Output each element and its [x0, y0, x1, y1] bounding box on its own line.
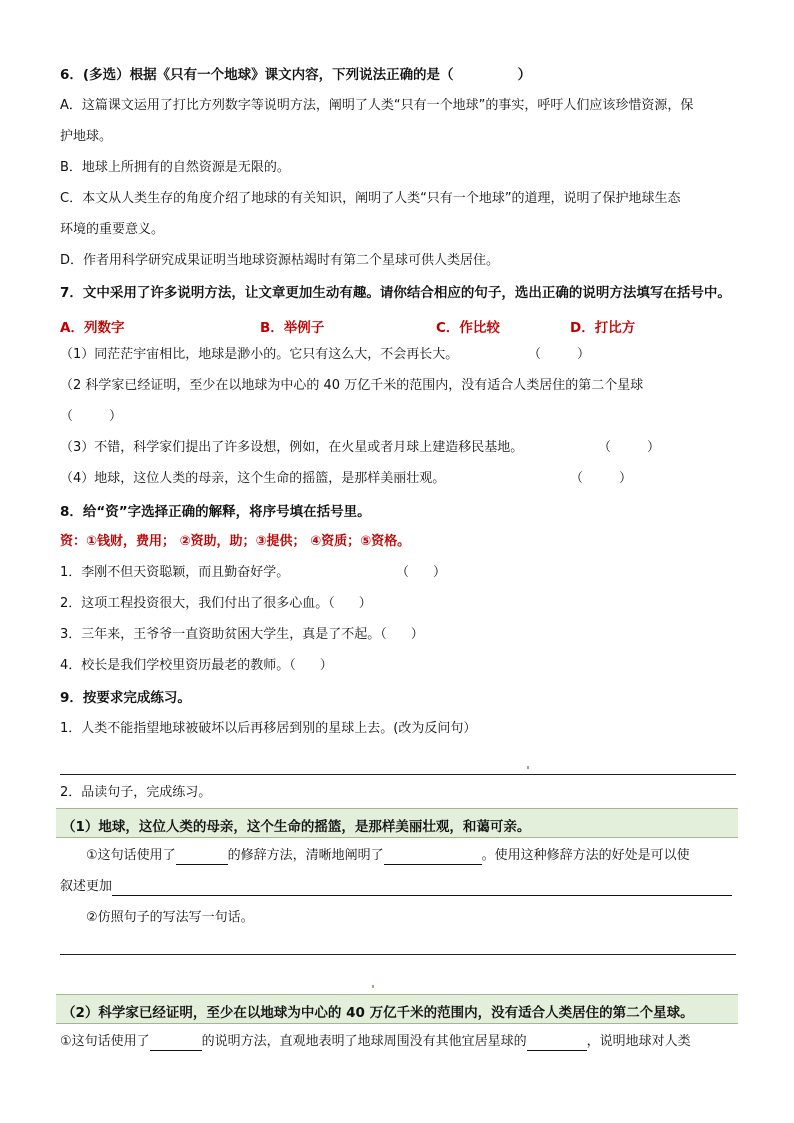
q6-option-d: D．作者用科学研究成果证明当地球资源枯竭时有第二个星球可供人类居住。 — [60, 253, 500, 268]
q9-box-2-text: （2）科学家已经证明，至少在以地球为中心的 40 万亿千米的范围内，没有适合人类居住的第二个星球。 — [62, 1005, 694, 1021]
q6-title-text: 6．(多选）根据《只有一个地球》课文内容，下列说法正确的是（ — [60, 67, 454, 83]
q6-option-c-line2: 环境的重要意义。 — [60, 222, 165, 237]
q8-sentence-3 — [60, 626, 424, 644]
q7-sentence-3: （3）不错，科学家们提出了许多设想，例如，在火星或者月球上建造移民基地。 — [60, 440, 524, 455]
q9-box-1-text: （1）地球，这位人类的母亲，这个生命的摇篮，是那样美丽壮观，和蔼可亲。 — [62, 819, 531, 835]
paren-close: ） — [319, 658, 333, 673]
scan-mark-2 — [372, 985, 374, 988]
q9-box-1 — [56, 808, 738, 838]
q9-box2-question-1 — [60, 1033, 691, 1051]
q7-option-d: D．打比方 — [570, 320, 636, 336]
paren-open: （ — [396, 565, 410, 580]
q1b-text: 的修辞方法，清晰地阐明了 — [227, 848, 384, 863]
q8-answer-4[interactable] — [289, 658, 333, 673]
q6-title-close: ） — [517, 67, 532, 83]
q2b-text: 的说明方法，直观地表明了地球周围没有其他宜居星球的 — [201, 1034, 527, 1049]
blank-meaning[interactable] — [384, 850, 482, 865]
q9-answer-line-1[interactable] — [60, 774, 736, 775]
q7-sentence-1-text: （1）同茫茫宇宙相比，地球是渺小的。它只有这么大，不会再长大。 — [60, 347, 459, 362]
q2a-text: ①这句话使用了 — [60, 1034, 150, 1049]
blank-fact[interactable] — [527, 1036, 587, 1051]
blank-benefit[interactable] — [112, 881, 732, 896]
q7-sentence-4: （4）地球，这位人类的母亲，这个生命的摇篮，是那样美丽壮观。 — [60, 471, 446, 486]
scan-mark — [527, 766, 529, 769]
q8-definitions: 资：①钱财，费用； ②资助，助；③提供； ④资质；⑤资格。 — [60, 534, 411, 549]
q1d-text: 叙述更加 — [60, 879, 113, 894]
q8-sentence-3-text: 3．三年来，王爷爷一直资助贫困大学生，真是了不起。 — [60, 627, 381, 642]
paren-open: （ — [598, 440, 612, 455]
q8-sentence-4 — [60, 657, 333, 675]
q6-option-a-line2: 护地球。 — [60, 129, 113, 144]
paren-close: ） — [619, 471, 633, 486]
q7-sentence-2: （2 科学家已经证明，至少在以地球为中心的 40 万亿千米的范围内，没有适合人类居住的第二个星球 — [60, 378, 644, 393]
q8-sentence-1: 1．李刚不但天资聪颖，而且勤奋好学。 — [60, 565, 290, 580]
q7-answer-3[interactable] — [598, 439, 660, 457]
paren-close: ） — [109, 409, 123, 424]
q8-title: 8．给“资”字选择正确的解释，将序号填在括号里。 — [60, 504, 371, 520]
blank-rhetoric[interactable] — [176, 850, 228, 865]
q7-answer-4[interactable] — [570, 470, 632, 488]
q9-box1-question-1 — [86, 847, 690, 865]
q7-sentence-1 — [60, 346, 458, 364]
q7-title: 7．文中采用了许多说明方法，让文章更加生动有趣。请你结合相应的句子，选出正确的说明方法填写在括号中。 — [60, 285, 731, 301]
q9-answer-line-2[interactable] — [60, 954, 736, 955]
q6-option-c-line1: C．本文从人类生存的角度介绍了地球的有关知识，阐明了人类“只有一个地球”的道理，说明了保护地球生态 — [60, 191, 681, 206]
q8-answer-3[interactable] — [380, 627, 424, 642]
paren-close: ） — [410, 627, 424, 642]
q8-sentence-4-text: 4．校长是我们学校里资历最老的教师。 — [60, 658, 290, 673]
q9-sentence-2: 2．品读句子，完成练习。 — [60, 785, 212, 800]
q7-option-a: A．列数字 — [60, 320, 125, 336]
paren-open: （ — [60, 409, 74, 424]
q7-option-b: B．举例子 — [260, 320, 325, 336]
q2c-text: ，说明地球对人类 — [586, 1034, 691, 1049]
paren-open: （ — [570, 471, 584, 486]
paren-open: （ — [528, 347, 542, 362]
paren-close: ） — [358, 596, 372, 611]
paren-close: ） — [577, 347, 591, 362]
paren-open: （ — [328, 596, 335, 611]
q6-option-b: B．地球上所拥有的自然资源是无限的。 — [60, 160, 290, 175]
q1c-text: 。使用这种修辞方法的好处是可以使 — [481, 848, 690, 863]
q9-box1-question-2: ②仿照句子的写法写一句话。 — [86, 910, 254, 925]
paren-open: （ — [289, 658, 296, 673]
paren-open: （ — [380, 627, 387, 642]
q6-title — [60, 66, 531, 84]
q8-sentence-2 — [60, 595, 372, 613]
q8-answer-2[interactable] — [328, 596, 372, 611]
q8-sentence-2-text: 2．这项工程投资很大，我们付出了很多心血。 — [60, 596, 329, 611]
q8-answer-1[interactable] — [396, 564, 446, 582]
q7-answer-1[interactable] — [528, 346, 590, 364]
q9-sentence-1: 1．人类不能指望地球被破坏以后再移居到别的星球上去。(改为反问句） — [60, 721, 477, 736]
q1a-text: ①这句话使用了 — [86, 848, 176, 863]
q9-box1-question-1-cont — [60, 878, 732, 896]
q9-box-2 — [56, 994, 738, 1024]
paren-close: ） — [433, 565, 447, 580]
paren-close: ） — [647, 440, 661, 455]
q9-title: 9．按要求完成练习。 — [60, 690, 191, 706]
q6-option-a-line1: A．这篇课文运用了打比方列数字等说明方法，阐明了人类“只有一个地球”的事实，呼吁人们应该珍惜资源，保 — [60, 98, 694, 113]
q7-answer-2[interactable] — [60, 408, 122, 426]
q7-option-c: C．作比较 — [436, 320, 500, 336]
blank-method[interactable] — [150, 1036, 202, 1051]
